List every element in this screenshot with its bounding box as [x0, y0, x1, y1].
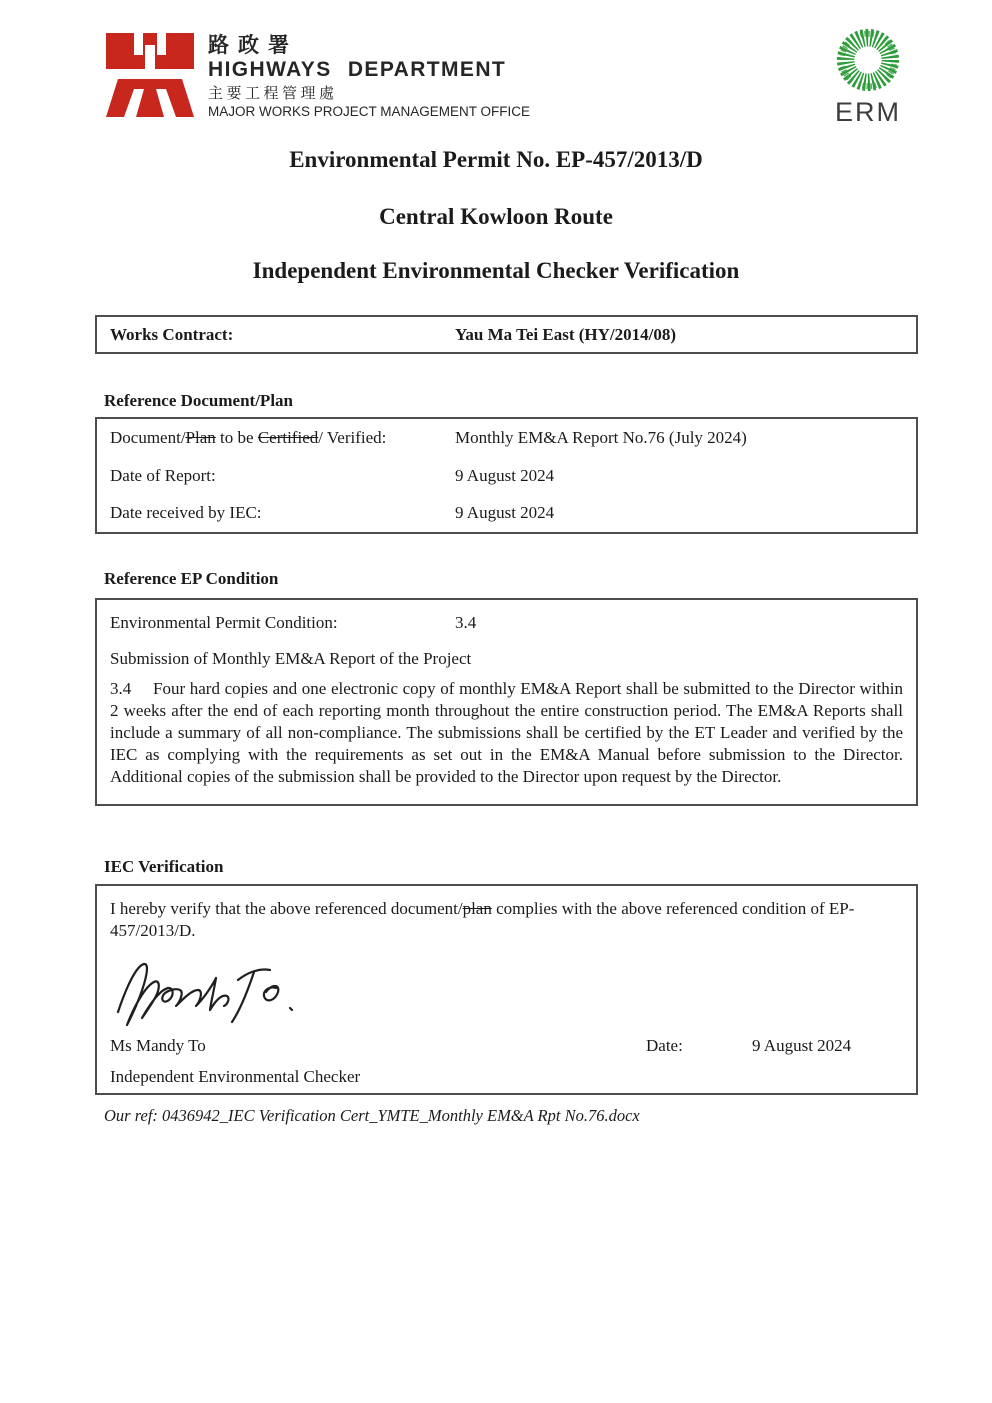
label-segment: Document/ — [110, 427, 186, 447]
ep-clause-number: 3.4 — [110, 679, 132, 698]
office-name-english: MAJOR WORKS PROJECT MANAGEMENT OFFICE — [208, 104, 531, 119]
iec-verification-statement — [110, 898, 902, 942]
department-name-english: HIGHWAYS DEPARTMENT — [208, 58, 507, 81]
reference-ep-condition-heading: Reference EP Condition — [104, 569, 279, 588]
date-of-report-value: 9 August 2024 — [455, 465, 555, 485]
ep-condition-subtitle: Submission of Monthly EM&A Report of the Project — [110, 649, 472, 668]
date-received-by-iec-label: Date received by IEC: — [110, 503, 262, 523]
struck-word-plan: plan — [462, 899, 492, 918]
document-to-be-verified-label — [97, 428, 455, 448]
permit-number-title: Environmental Permit No. EP-457/2013/D — [289, 147, 703, 172]
iec-verification-box — [95, 884, 918, 1095]
erm-wordmark: ERM — [835, 97, 901, 127]
table-row — [97, 419, 916, 457]
statement-segment: complies with the above referenced condition of EP-457/2013/D. — [110, 899, 855, 940]
date-received-by-iec-value: 9 August 2024 — [455, 503, 555, 523]
struck-word-certified: Certified — [257, 427, 319, 447]
statement-segment: I hereby verify that the above referenced document/ — [110, 899, 463, 918]
label-segment: to be — [215, 427, 258, 447]
our-ref-footer: Our ref: 0436942_IEC Verification Cert_YMTE_Monthly EM&A Rpt No.76.docx — [104, 1106, 640, 1125]
signatory-title: Independent Environmental Checker — [110, 1067, 361, 1086]
table-row — [97, 457, 916, 495]
works-contract-value: Yau Ma Tei East (HY/2014/08) — [455, 324, 677, 344]
date-value: 9 August 2024 — [752, 1036, 852, 1055]
erm-sunburst-icon — [834, 27, 902, 93]
iec-verification-heading: IEC Verification — [104, 857, 224, 876]
office-name-chinese: 主要工程管理處 — [208, 85, 338, 102]
date-of-report-label: Date of Report: — [110, 465, 216, 485]
erm-logo-block — [827, 27, 909, 126]
reference-ep-condition-table — [95, 598, 918, 806]
verification-title: Independent Environmental Checker Verification — [252, 258, 740, 283]
table-row — [110, 613, 903, 633]
ep-clause-text: Four hard copies and one electronic copy of monthly EM&A Report shall be submitted to the Director within 2 weeks after the end of each reporting month throughout the entire construction period. The EM&A Reports shall include a summary of all non-compliance. The submissions shall be certified by the ET Leader and verified by the IEC as complying with the requirements as set out in the EM&A Manual before submission to the Director. Additional copies of the submission shall be provided to the Director upon request by the Director. — [110, 679, 903, 786]
ep-clause-paragraph — [110, 678, 903, 788]
signature-image — [114, 952, 902, 1032]
struck-word-plan: Plan — [185, 427, 216, 447]
reference-document-table — [95, 417, 918, 534]
ep-condition-label: Environmental Permit Condition: — [110, 613, 338, 632]
highways-department-header — [104, 33, 530, 120]
label-segment: / Verified: — [318, 427, 387, 447]
document-to-be-verified-value: Monthly EM&A Report No.76 (July 2024) — [455, 427, 747, 447]
works-contract-label: Works Contract: — [110, 324, 234, 344]
department-name-chinese: 路政署 — [208, 34, 298, 57]
department-name-block — [208, 33, 530, 120]
signatory-name: Ms Mandy To — [110, 1036, 206, 1055]
signatory-row — [110, 1036, 902, 1060]
table-row — [97, 494, 916, 532]
works-contract-table — [95, 315, 918, 354]
date-label: Date: — [646, 1036, 683, 1055]
route-title: Central Kowloon Route — [379, 204, 613, 229]
reference-document-heading: Reference Document/Plan — [104, 391, 293, 410]
highways-department-logo-icon — [104, 33, 196, 117]
ep-condition-value: 3.4 — [455, 613, 477, 632]
